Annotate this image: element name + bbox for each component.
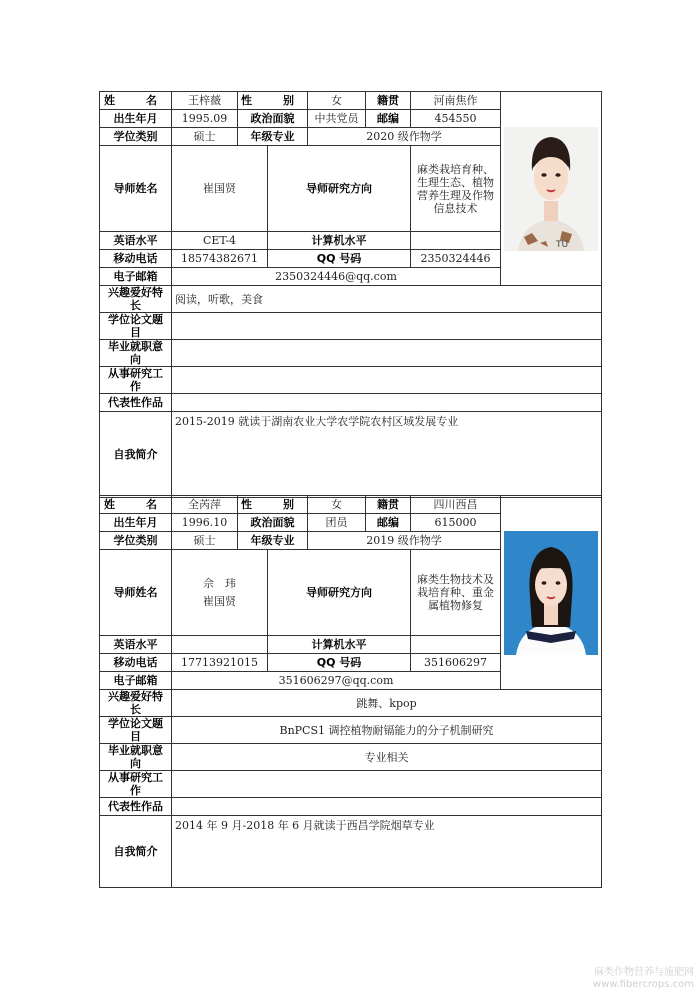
intro-value: 2015-2019 就读于湖南农业大学农学院农村区域发展专业 bbox=[172, 412, 602, 498]
hobbies-value: 跳舞、kpop bbox=[172, 690, 602, 717]
politics-label: 政治面貌 bbox=[238, 514, 308, 532]
birth-label: 出生年月 bbox=[100, 110, 172, 128]
employment-label: 毕业就职意向 bbox=[100, 744, 172, 771]
computer-label: 计算机水平 bbox=[268, 636, 411, 654]
advisor-value bbox=[172, 550, 268, 636]
student-photo bbox=[504, 127, 598, 251]
work-label: 从事研究工作 bbox=[100, 771, 172, 798]
works-value bbox=[172, 394, 602, 412]
thesis-value: BnPCS1 调控植物耐镉能力的分子机制研究 bbox=[172, 717, 602, 744]
name-label: 姓 名 bbox=[100, 496, 172, 514]
work-value bbox=[172, 771, 602, 798]
grade-major-label: 年级专业 bbox=[238, 128, 308, 146]
student-card-1 bbox=[99, 91, 602, 498]
research-value: 麻类栽培育种、生理生态、植物营养生理及作物信息技术 bbox=[411, 146, 501, 232]
postcode-value: 615000 bbox=[411, 514, 501, 532]
research-label: 导师研究方向 bbox=[268, 550, 411, 636]
watermark-url: www.fibercrops.com bbox=[592, 979, 694, 990]
computer-value bbox=[411, 636, 501, 654]
research-value: 麻类生物技术及栽培育种、重金属植物修复 bbox=[411, 550, 501, 636]
birth-value: 1996.10 bbox=[172, 514, 238, 532]
email-label: 电子邮箱 bbox=[100, 672, 172, 690]
postcode-label: 邮编 bbox=[366, 110, 411, 128]
gender-label: 性 别 bbox=[238, 496, 308, 514]
grade-major-label: 年级专业 bbox=[238, 532, 308, 550]
svg-text:TU: TU bbox=[556, 239, 569, 250]
email-label: 电子邮箱 bbox=[100, 268, 172, 286]
qq-label: QQ 号码 bbox=[268, 654, 411, 672]
advisor-name: 佘 玮 bbox=[203, 576, 236, 590]
hobbies-label: 兴趣爱好特长 bbox=[100, 286, 172, 313]
computer-value bbox=[411, 232, 501, 250]
qq-value: 2350324446 bbox=[411, 250, 501, 268]
computer-label: 计算机水平 bbox=[268, 232, 411, 250]
intro-value: 2014 年 9 月-2018 年 6 月就读于西昌学院烟草专业 bbox=[172, 816, 602, 888]
grade-major-value: 2020 级作物学 bbox=[308, 128, 501, 146]
advisor-value bbox=[172, 146, 268, 232]
native-value: 河南焦作 bbox=[411, 92, 501, 110]
gender-value: 女 bbox=[308, 92, 366, 110]
advisor-label: 导师姓名 bbox=[100, 550, 172, 636]
birth-label: 出生年月 bbox=[100, 514, 172, 532]
name-label: 姓 名 bbox=[100, 92, 172, 110]
thesis-value bbox=[172, 313, 602, 340]
employment-value: 专业相关 bbox=[172, 744, 602, 771]
watermark-site-name: 麻类作物营养与施肥网 bbox=[594, 967, 694, 978]
degree-label: 学位类别 bbox=[100, 532, 172, 550]
student-card-2 bbox=[99, 495, 602, 888]
qq-value: 351606297 bbox=[411, 654, 501, 672]
degree-value: 硕士 bbox=[172, 532, 238, 550]
employment-value bbox=[172, 340, 602, 367]
mobile-value: 17713921015 bbox=[172, 654, 268, 672]
advisor-name: 崔国贤 bbox=[203, 594, 236, 608]
native-label: 籍贯 bbox=[366, 92, 411, 110]
mobile-label: 移动电话 bbox=[100, 654, 172, 672]
english-value bbox=[172, 636, 268, 654]
hobbies-label: 兴趣爱好特长 bbox=[100, 690, 172, 717]
thesis-label: 学位论文题目 bbox=[100, 313, 172, 340]
grade-major-value: 2019 级作物学 bbox=[308, 532, 501, 550]
intro-label: 自我简介 bbox=[100, 412, 172, 498]
degree-label: 学位类别 bbox=[100, 128, 172, 146]
works-label: 代表性作品 bbox=[100, 798, 172, 816]
thesis-label: 学位论文题目 bbox=[100, 717, 172, 744]
native-label: 籍贯 bbox=[366, 496, 411, 514]
works-label: 代表性作品 bbox=[100, 394, 172, 412]
photo-cell bbox=[501, 92, 602, 286]
advisor-label: 导师姓名 bbox=[100, 146, 172, 232]
english-value: CET-4 bbox=[172, 232, 268, 250]
name-value: 全芮萍 bbox=[172, 496, 238, 514]
native-value: 四川西昌 bbox=[411, 496, 501, 514]
english-label: 英语水平 bbox=[100, 232, 172, 250]
works-value bbox=[172, 798, 602, 816]
degree-value: 硕士 bbox=[172, 128, 238, 146]
photo-cell bbox=[501, 496, 602, 690]
politics-label: 政治面貌 bbox=[238, 110, 308, 128]
birth-value: 1995.09 bbox=[172, 110, 238, 128]
watermark bbox=[593, 967, 694, 991]
postcode-value: 454550 bbox=[411, 110, 501, 128]
qq-label: QQ 号码 bbox=[268, 250, 411, 268]
postcode-label: 邮编 bbox=[366, 514, 411, 532]
hobbies-value: 阅读，听歌，美食 bbox=[172, 286, 602, 313]
name-value: 王梓薇 bbox=[172, 92, 238, 110]
research-label: 导师研究方向 bbox=[268, 146, 411, 232]
mobile-value: 18574382671 bbox=[172, 250, 268, 268]
email-value: 351606297@qq.com bbox=[172, 672, 501, 690]
intro-label: 自我简介 bbox=[100, 816, 172, 888]
email-value: 2350324446@qq.com bbox=[172, 268, 501, 286]
gender-label: 性 别 bbox=[238, 92, 308, 110]
mobile-label: 移动电话 bbox=[100, 250, 172, 268]
english-label: 英语水平 bbox=[100, 636, 172, 654]
gender-value: 女 bbox=[308, 496, 366, 514]
politics-value: 团员 bbox=[308, 514, 366, 532]
work-value bbox=[172, 367, 602, 394]
student-photo bbox=[504, 531, 598, 655]
politics-value: 中共党员 bbox=[308, 110, 366, 128]
work-label: 从事研究工作 bbox=[100, 367, 172, 394]
advisor-name: 崔国贤 bbox=[203, 182, 236, 195]
employment-label: 毕业就职意向 bbox=[100, 340, 172, 367]
